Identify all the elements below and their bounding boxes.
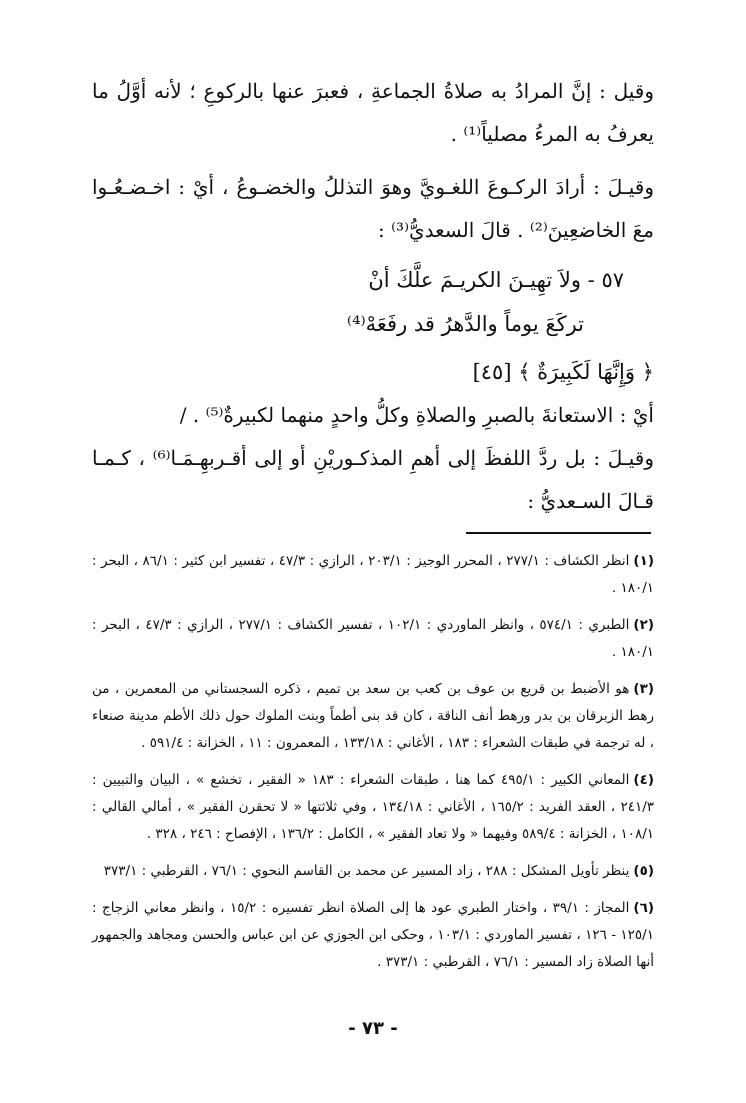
footnote-text: انظر الكشاف : ٢٧٧/١ ، المحرر الوجيز : ٢٠٣/١ ، الرازي : ٤٧/٣ ، تفسير ابن كثير : ٨٦/١ ، البحر : ١٨٠/١ . [92,553,654,596]
footnote-1 [92,548,654,602]
footnotes [92,548,654,986]
footnote-2 [92,612,654,666]
page-number: - ٧٣ - [348,1018,398,1039]
paragraph-4: وقيـلَ : بل ردَّ اللفظَ إلى أهمِ المذكـوريْنِ أو إلى أقـربهِـمَـا⁽⁶⁾ ، كـمـا قـالَ السـعديُّ : [92,446,655,513]
footnote-6 [92,895,654,976]
poem-verse [92,258,654,346]
footnote-text: هو الأضبط بن قريع بن عوف بن كعب بن سعد بن تميم ، ذكره السجستاني من المعمرين ، من رهط الزبرقان بن بدر ورهط أنف الناقة ، كان قد بنى أطماً وبنت الملوك حول ذلك الأطم مدينة صنعاء ، له ترجمة في طبقات الشعراء : ١٨٣ ، الأغاني : ١٣٣/١٨ ، المعمرون : ١١ ، الخزانة : ٥٩١/٤ . [92,681,654,751]
footnote-number: (١) [633,553,654,569]
footnote-number: (٢) [633,617,654,633]
footnote-4 [92,767,654,848]
verse-second-hemistich: تركَعَ يوماً والدَّهرُ قد رفَعَهْ⁽⁴⁾ [346,312,584,336]
footnote-text: المجاز : ٣٩/١ ، واختار الطبري عود ها إلى الصلاة انظر تفسيره : ١٥/٢ ، وانظر معاني الزجاج : ١٢٥/١ - ١٢٦ ، تفسير الماوردي : ١٠٣/١ ، وحكى ابن الجوزي عن ابن عباس والحسن ومجاهد والجمهور أنها الصلاة زاد المسير : ٧٦/١ ، القرطبي : ٣٧٣/١ . [92,900,654,970]
footnote-text: المعاني الكبير : ٤٩٥/١ كما هنا ، طبقات الشعراء : ١٨٣ « الفقير ، تخشع » ، البيان والتبيين : ٢٤١/٣ ، العقد الفريد : ١٦٥/٢ ، الأغاني : ١٣٤/١٨ ، وفي ثلاثتها « لا تحقرن الفقير » ، أمالي القالي : ١٠٨/١ ، الخزانة : ٥٨٩/٤ وفيهما « ولا تعاد الفقير » ، الكامل : ١٣٦/٢ ، الإفصاح : ٢٤٦ ، ٣٢٨ . [92,772,655,842]
footnote-number: (٣) [633,681,654,697]
paragraph-2: وقيـلَ : أرادَ الركـوعَ اللغـويَّ وهوَ التذللُ والخضـوعُ ، أيْ : اخـضـعُـوا معَ الخاضعِينَ⁽²⁾ . قالَ السعديُّ⁽³⁾ : [92,175,654,242]
verse-number: ٥٧ - [587,268,624,292]
footnote-number: (٤) [633,772,654,788]
paragraph-1: وقيل : إنَّ المرادُ به صلاةُ الجماعةِ ، فعبرَ عنها بالركوعِ ؛ لأنه أوَّلُ ما يعرفُ به المرءُ مصلياً⁽¹⁾ . [92,79,654,146]
footnote-3 [92,676,654,757]
footnote-text: ينظر تأويل المشكل : ٢٨٨ ، زاد المسير عن محمد بن القاسم النحوي : ٧٦/١ ، القرطبي : ٣٧٣/١ [103,863,630,879]
main-text [92,70,654,523]
footnote-number: (٦) [633,900,655,916]
footnote-number: (٥) [633,863,654,879]
quran-quote: ﴿ وَإِنَّهَا لَكَبِيرَةٌ ﴾ [٤٥] [472,360,654,384]
footnote-text: الطبري : ٥٧٤/١ ، وانظر الماوردي : ١٠٢/١ ، تفسير الكشاف : ٢٧٧/١ ، الرازي : ٤٧/٣ ، البحر : ١٨٠/١ . [92,617,654,660]
paragraph-3: أيْ : الاستعانةَ بالصبرِ والصلاةِ وكلُّ واحدٍ منهما لكبيرةٌ⁽⁵⁾ . / [179,403,654,427]
footnote-divider [466,532,651,534]
verse-first-hemistich: ولاَ تهِيـنَ الكريـمَ علَّكَ أنْ [368,268,581,292]
verse-line-1 [92,258,654,302]
footnote-5 [92,858,654,885]
